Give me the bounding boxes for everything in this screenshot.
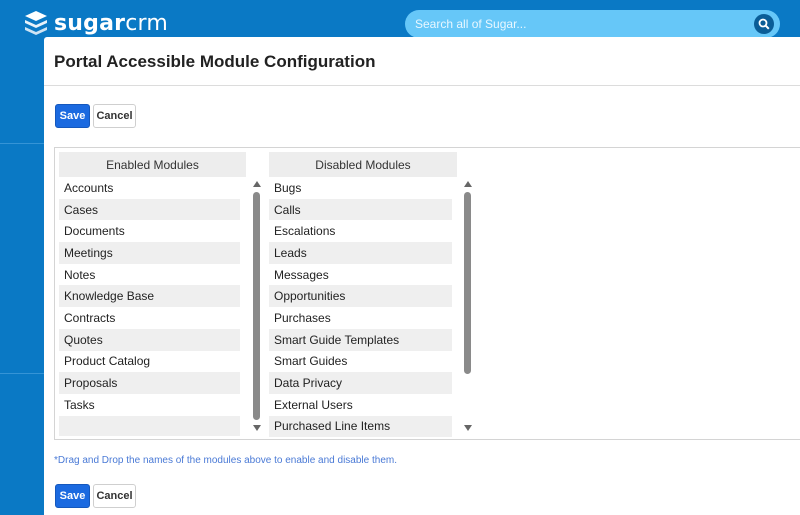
page-title: Portal Accessible Module Configuration (54, 52, 376, 71)
scrollbar-thumb[interactable] (253, 192, 260, 420)
disabled-modules-header: Disabled Modules (269, 152, 457, 177)
enabled-module-item[interactable]: Accounts (59, 177, 240, 199)
enabled-module-item[interactable]: Tasks (59, 394, 240, 416)
cancel-button-top[interactable]: Cancel (93, 104, 136, 128)
scroll-down-arrow-icon[interactable] (464, 425, 472, 431)
disabled-module-item[interactable]: Data Privacy (269, 372, 452, 394)
disabled-module-item[interactable]: Smart Guide Templates (269, 329, 452, 351)
disabled-module-item[interactable]: Purchases (269, 307, 452, 329)
disabled-module-item[interactable]: Calls (269, 199, 452, 221)
enabled-module-item[interactable]: Cases (59, 199, 240, 221)
enabled-module-item[interactable]: Quotes (59, 329, 240, 351)
disabled-module-item[interactable]: Opportunities (269, 285, 452, 307)
save-button-bottom[interactable]: Save (55, 484, 90, 508)
disabled-list-scrollbar[interactable] (462, 178, 474, 434)
sidebar-divider (0, 143, 44, 144)
disabled-module-item[interactable]: Smart Guides (269, 351, 452, 373)
scroll-up-arrow-icon[interactable] (253, 181, 261, 187)
sugar-cube-logo-icon (24, 10, 48, 36)
module-lists-container (54, 147, 800, 440)
scrollbar-thumb[interactable] (464, 192, 471, 374)
scroll-up-arrow-icon[interactable] (464, 181, 472, 187)
enabled-modules-list[interactable] (59, 177, 240, 416)
disabled-modules-list[interactable] (269, 177, 452, 437)
search-icon[interactable] (754, 14, 774, 34)
content-panel (44, 37, 800, 515)
enabled-list-scrollbar[interactable] (251, 178, 263, 434)
disabled-module-item[interactable]: External Users (269, 394, 452, 416)
disabled-module-item[interactable]: Purchased Line Items (269, 416, 452, 438)
scroll-down-arrow-icon[interactable] (253, 425, 261, 431)
enabled-module-item[interactable]: Notes (59, 264, 240, 286)
cancel-button-bottom[interactable]: Cancel (93, 484, 136, 508)
global-search-input[interactable] (405, 10, 780, 38)
enabled-module-item[interactable]: Knowledge Base (59, 285, 240, 307)
left-sidebar-rail (0, 46, 44, 515)
enabled-module-item[interactable]: Documents (59, 220, 240, 242)
disabled-module-item[interactable]: Messages (269, 264, 452, 286)
disabled-module-item[interactable]: Bugs (269, 177, 452, 199)
disabled-module-item[interactable]: Leads (269, 242, 452, 264)
enabled-modules-header: Enabled Modules (59, 152, 246, 177)
drag-drop-hint: *Drag and Drop the names of the modules above to enable and disable them. (54, 455, 397, 466)
enabled-module-item[interactable]: Contracts (59, 307, 240, 329)
search-placeholder: Search all of Sugar... (415, 17, 527, 31)
title-divider (44, 85, 800, 86)
save-button-top[interactable]: Save (55, 104, 90, 128)
sugarcrm-logo[interactable] (24, 10, 168, 36)
enabled-module-item[interactable]: Meetings (59, 242, 240, 264)
sidebar-divider (0, 373, 44, 374)
enabled-module-item[interactable]: Product Catalog (59, 351, 240, 373)
disabled-module-item[interactable]: Escalations (269, 220, 452, 242)
enabled-module-item[interactable]: Proposals (59, 372, 240, 394)
brand-name: sugarcrm (54, 10, 168, 36)
